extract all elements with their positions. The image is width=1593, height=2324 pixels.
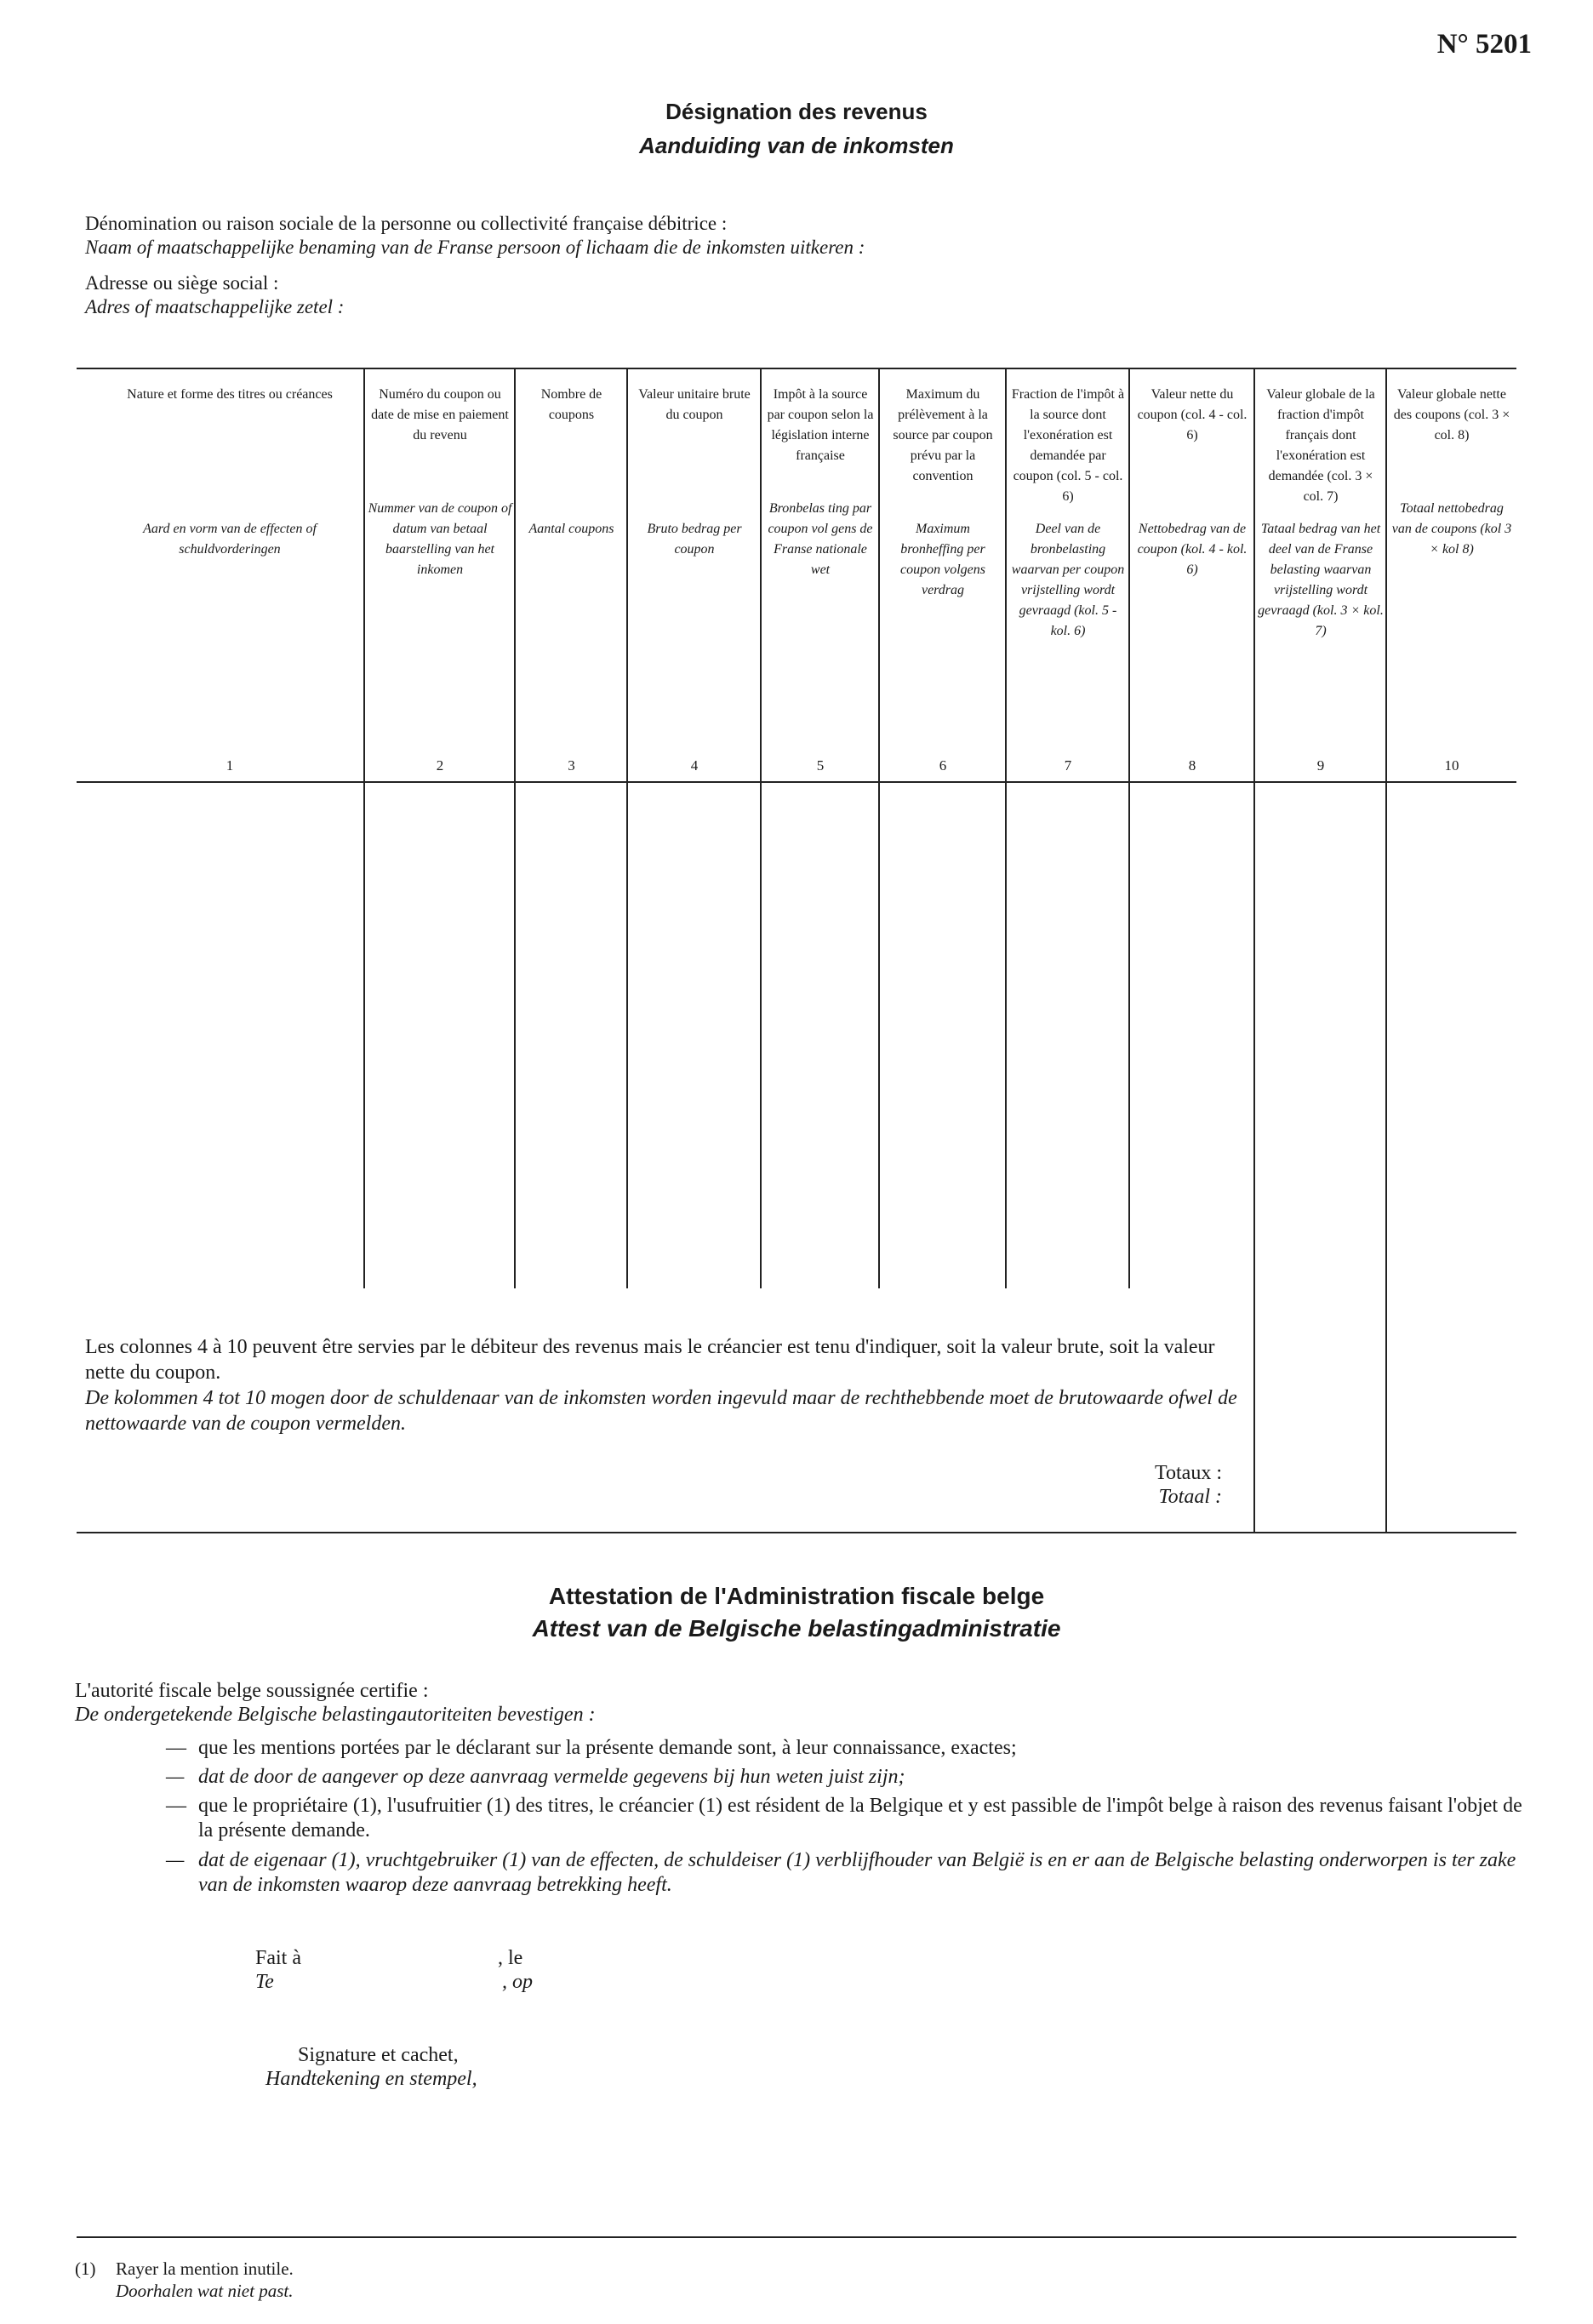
- signature-label-nl: Handtekening en stempel,: [266, 2068, 477, 2090]
- attestation-item: — que les mentions portées par le déclarant sur la présente demande sont, à leur connaissance, exactes;: [166, 1737, 1017, 1759]
- column-number-1: 1: [226, 757, 234, 774]
- col-4-nl: Bruto bedrag per coupon: [647, 522, 742, 557]
- col-8-nl: Nettobedrag van de coupon (kol. 4 - kol. 6): [1137, 522, 1248, 577]
- place-label-fr: Fait à: [255, 1947, 301, 1969]
- col-10-nl: Totaal nettobedrag van de coupons (kol 3 × kol 8): [1391, 501, 1512, 557]
- col-7-fr: Fraction de l'impôt à la source dont l'exonération est demandée par coupon (col. 5 - col. 6): [1011, 387, 1125, 504]
- col-divider: [878, 368, 880, 1288]
- footer-rule: [77, 2236, 1516, 2238]
- column-header-8: [1133, 385, 1252, 580]
- col-8-fr: Valeur nette du coupon (col. 4 - col. 6): [1137, 387, 1248, 443]
- column-header-1: [102, 385, 357, 560]
- col-4-fr: Valeur unitaire brute du coupon: [638, 387, 751, 422]
- date-label-fr: , le: [498, 1947, 523, 1969]
- debtor-label-nl: Naam of maatschappelijke benaming van de Franse persoon of lichaam die de inkomsten uitkeren :: [85, 237, 865, 258]
- col-10-fr: Valeur globale nette des coupons (col. 3 × col. 8): [1393, 387, 1510, 443]
- date-label-nl: , op: [502, 1971, 533, 1993]
- column-number-8: 8: [1188, 757, 1196, 774]
- attestation-item-text: dat de door de aangever op deze aanvraag vermelde gegevens bij hun weten juist zijn;: [198, 1766, 905, 1788]
- attestation-intro-fr: L'autorité fiscale belge soussignée certifie :: [75, 1680, 429, 1702]
- address-label-fr: Adresse ou siège social :: [85, 272, 279, 294]
- attestation-item-text: que les mentions portées par le déclarant sur la présente demande sont, à leur connaissance, exactes;: [198, 1737, 1017, 1759]
- attestation-item-text: que le propriétaire (1), l'usufruitier (1) des titres, le créancier (1) est résident de la Belgique et y est passible de l'impôt belge à raison des revenus faisant l'objet de la présente demande.: [198, 1795, 1522, 1841]
- column-number-4: 4: [690, 757, 699, 774]
- attestation-title-fr: Attestation de l'Administration fiscale belge: [548, 1583, 1045, 1609]
- column-header-4: [631, 385, 758, 560]
- col-5-nl: Bronbelas ting par coupon vol gens de Franse nationale wet: [768, 501, 873, 577]
- attestation-item-text: dat de eigenaar (1), vruchtgebruiker (1) van de effecten, de schuldeiser (1) verblijfhouder van België is en er aan de Belgische belasting onderworpen is ter zake van de inkomsten waarop deze aanvraag betrekking heeft.: [198, 1849, 1516, 1896]
- attestation-title-nl: Attest van de Belgische belastingadministratie: [532, 1615, 1061, 1642]
- col-divider: [626, 368, 628, 1288]
- col-7-nl: Deel van de bronbelasting waarvan per coupon vrijstelling wordt gevraagd (kol. 5 - kol. 6): [1011, 522, 1125, 638]
- column-header-7: [1009, 385, 1127, 642]
- col-3-nl: Aantal coupons: [528, 522, 614, 536]
- column-header-2: [368, 385, 512, 580]
- signature-label-fr: Signature et cachet,: [298, 2044, 459, 2066]
- column-header-10: [1390, 385, 1514, 560]
- totals-label-nl: Totaal :: [1158, 1486, 1222, 1508]
- col-9-fr: Valeur globale de la fraction d'impôt français dont l'exonération est demandée (col. 3 × col. 7): [1266, 387, 1375, 504]
- attestation-item: — dat de eigenaar (1), vruchtgebruiker (1) van de effecten, de schuldeiser (1) verblijfhouder van België is en er aan de Belgische belasting onderworpen is ter zake van de inkomsten waarop deze aanvraag betrekking heeft.: [166, 1849, 1516, 1896]
- col-divider: [363, 368, 365, 1288]
- column-header-6: [882, 385, 1003, 601]
- column-number-7: 7: [1064, 757, 1072, 774]
- footnote-marker: (1): [75, 2258, 96, 2279]
- col-divider: [1128, 368, 1130, 1288]
- columns-note-fr: Les colonnes 4 à 10 peuvent être servies par le débiteur des revenus mais le créancier est tenu d'indiquer, soit la valeur brute, soit la valeur nette du coupon.: [85, 1336, 1215, 1384]
- col-divider: [1385, 368, 1387, 1532]
- column-number-9: 9: [1316, 757, 1325, 774]
- form-number: N° 5201: [1436, 29, 1532, 60]
- columns-note-nl: De kolommen 4 tot 10 mogen door de schuldenaar van de inkomsten worden ingevuld maar de rechthebbende moet de brutowaarde ofwel de nettowaarde van de coupon vermelden.: [85, 1387, 1237, 1435]
- section-title-fr: Désignation des revenus: [665, 99, 928, 124]
- col-divider: [1253, 368, 1255, 1532]
- section-title-nl: Aanduiding van de inkomsten: [639, 133, 954, 158]
- footnote-fr: Rayer la mention inutile.: [116, 2258, 294, 2279]
- column-header-5: [764, 385, 876, 580]
- table-top-rule: [77, 368, 1516, 369]
- column-number-10: 10: [1444, 757, 1459, 774]
- column-number-3: 3: [568, 757, 575, 774]
- col-9-nl: Tataal bedrag van het deel van de Franse belasting waarvan vrijstelling wordt gevraagd (kol. 3 × kol. 7): [1258, 522, 1384, 638]
- debtor-label-fr: Dénomination ou raison sociale de la personne ou collectivité française débitrice :: [85, 213, 728, 234]
- col-1-nl: Aard en vorm van de effecten of schuldvorderingen: [143, 522, 317, 557]
- column-header-3: [518, 385, 625, 540]
- col-divider: [1005, 368, 1007, 1288]
- column-number-5: 5: [816, 757, 825, 774]
- col-6-nl: Maximum bronheffing per coupon volgens verdrag: [900, 522, 985, 597]
- col-divider: [760, 368, 762, 1288]
- column-header-9: [1258, 385, 1384, 642]
- footnote-nl: Doorhalen wat niet past.: [116, 2281, 294, 2301]
- attestation-intro-nl: De ondergetekende Belgische belastingautoriteiten bevestigen :: [75, 1704, 596, 1726]
- col-2-fr: Numéro du coupon ou date de mise en paiement du revenu: [371, 387, 509, 443]
- totals-label-fr: Totaux :: [1155, 1462, 1222, 1484]
- col-3-fr: Nombre de coupons: [540, 387, 602, 422]
- col-1-fr: Nature et forme des titres ou créances: [127, 387, 333, 402]
- col-5-fr: Impôt à la source par coupon selon la législation interne française: [767, 387, 874, 463]
- table-bottom-rule: [77, 1532, 1516, 1533]
- attestation-item: — que le propriétaire (1), l'usufruitier (1) des titres, le créancier (1) est résident de la Belgique et y est passible de l'impôt belge à raison des revenus faisant l'objet de la présente demande.: [166, 1795, 1522, 1841]
- col-divider: [514, 368, 516, 1288]
- col-6-fr: Maximum du prélèvement à la source par coupon prévu par la convention: [893, 387, 993, 483]
- address-label-nl: Adres of maatschappelijke zetel :: [85, 296, 345, 317]
- col-2-nl: Nummer van de coupon of datum van betaal baarstelling van het inkomen: [368, 501, 512, 577]
- column-number-2: 2: [436, 757, 444, 774]
- place-label-nl: Te: [255, 1971, 274, 1993]
- attestation-item: — dat de door de aangever op deze aanvraag vermelde gegevens bij hun weten juist zijn;: [166, 1766, 905, 1788]
- column-number-6: 6: [939, 757, 947, 774]
- table-header-rule: [77, 781, 1516, 783]
